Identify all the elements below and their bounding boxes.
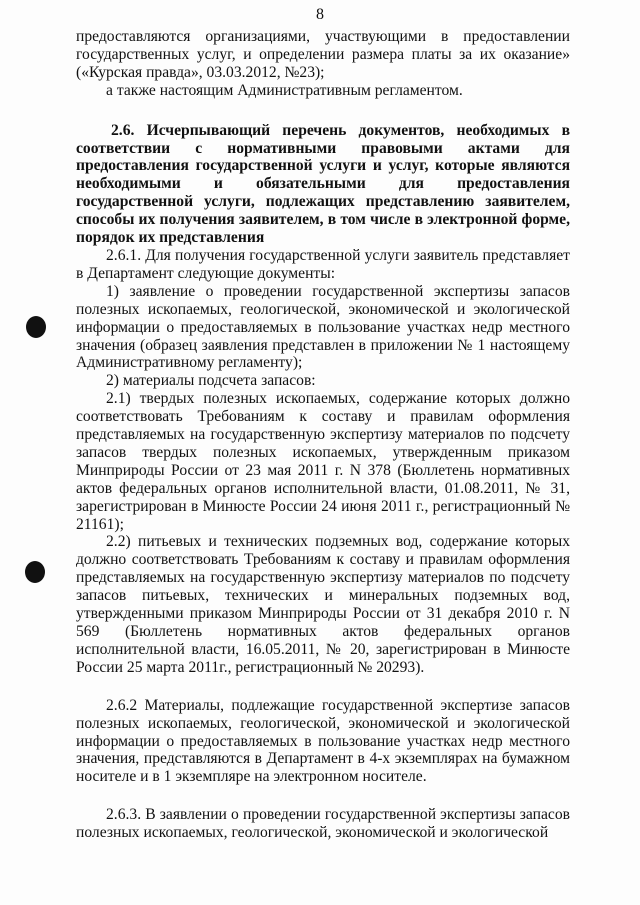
paragraph-2-6-3: 2.6.3. В заявлении о проведении государственной экспертизы запасов полезных ископаемых, геологической, экономической и экологической — [76, 806, 570, 842]
paragraph-continuation: предоставляются организациями, участвующими в предоставлении государственных услуг, и определении размера платы за их оказание» («Курская правда», 03.03.2012, №23); — [76, 28, 570, 81]
list-item-2: 2) материалы подсчета запасов: — [106, 372, 316, 390]
list-item-2-2: 2.2) питьевых и технических подземных вод, содержание которых должно соответствовать Требованиям к составу и правилам оформления представляемых на государственную экспертизу материалов по подсчету запасов питьевых, технических и минеральных подземных вод, утвержденными приказом Минприроды России от 31 декабря 2010 г. N 569 (Бюллетень нормативных актов федеральных органов исполнительной власти, 16.05.2011, № 20, зарегистрирован в Минюсте России 25 марта 2011г., регистрационный № 20293). — [76, 533, 570, 676]
punch-hole-mark — [26, 316, 46, 338]
section-heading-2-6: 2.6. Исчерпывающий перечень документов, необходимых в соответствии с нормативными правовыми актами для предоставления государственной услуги и услуг, которые являются необходимыми и обязательными для предоставления государственной услуги, подлежащих представлению заявителем, способы их получения заявителем, в том числе в электронной форме, порядок их представления — [76, 121, 570, 247]
document-body — [76, 28, 570, 842]
page-number: 8 — [316, 6, 324, 23]
paragraph-2-6-1: 2.6.1. Для получения государственной услуги заявитель представляет в Департамент следующие документы: — [76, 246, 570, 282]
paragraph-2-6-2: 2.6.2 Материалы, подлежащие государственной экспертизе запасов полезных ископаемых, геологической, экономической и экологической информации о предоставляемых в пользование участках недр местного значения, представляются в Департамент в 4-х экземплярах на бумажном носителе и в 1 экземпляре на электронном носителе. — [76, 696, 570, 786]
punch-hole-mark — [25, 561, 45, 583]
list-item-1: 1) заявление о проведении государственной экспертизы запасов полезных ископаемых, геологической, экономической и экологической информации о предоставляемых в пользование участках недр местного значения (образец заявления представлен в приложении № 1 настоящему Административному регламенту); — [76, 282, 570, 372]
paragraph-regulation: а также настоящим Административным регламентом. — [106, 81, 463, 99]
list-item-2-1: 2.1) твердых полезных ископаемых, содержание которых должно соответствовать Требованиям к составу и правилам оформления представляемых на государственную экспертизу материалов по подсчету запасов твердых полезных ископаемых, утвержденным приказом Минприроды России от 23 мая 2011 г. N 378 (Бюллетень нормативных актов федеральных органов исполнительной власти, 01.08.2011, № 31, зарегистрирован в Минюсте России 24 июня 2011 г., регистрационный № 21161); — [76, 390, 570, 533]
